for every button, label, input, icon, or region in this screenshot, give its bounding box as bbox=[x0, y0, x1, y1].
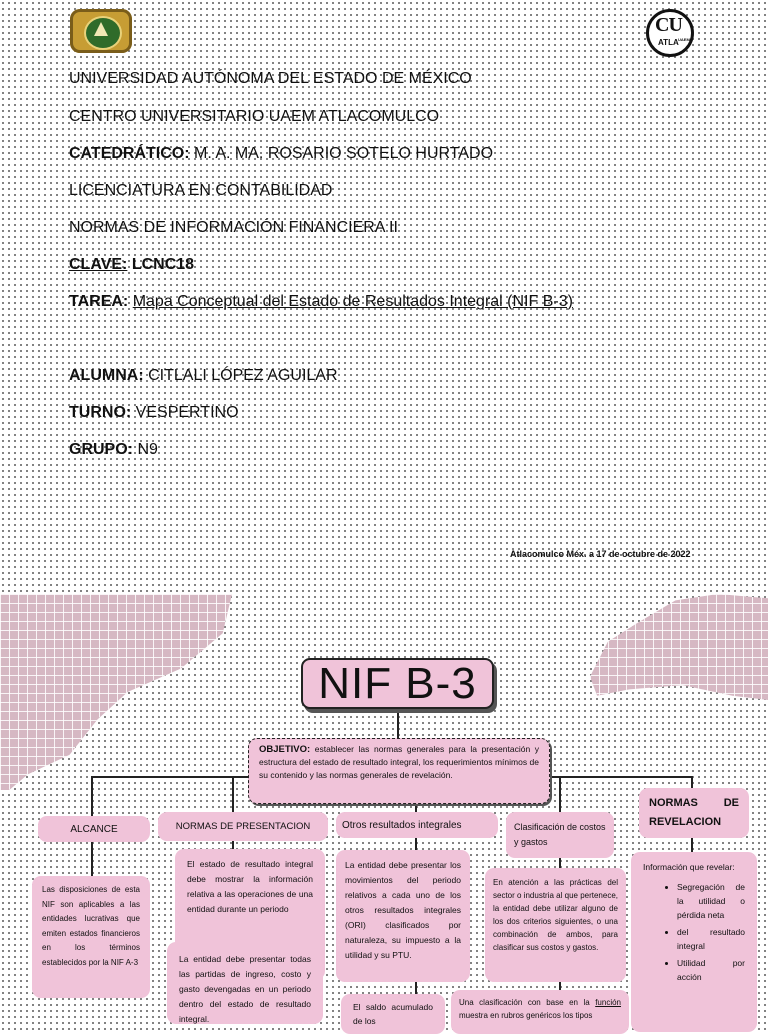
group-value: N9 bbox=[137, 441, 158, 458]
objective-label: OBJETIVO: bbox=[259, 744, 311, 755]
revelacion-list bbox=[643, 880, 745, 984]
connector-revelacion-text bbox=[691, 838, 693, 852]
university-name: UNIVERSIDAD AUTÓNOMA DEL ESTADO DE MÉXICO bbox=[69, 70, 472, 87]
logo-mark-icon bbox=[94, 22, 108, 36]
clasificacion-text-2b: función bbox=[595, 998, 621, 1007]
ori-text-1: La entidad debe presentar los movimientos del periodo relativos a cada uno de los otros resultados integrales (ORI) clasificados por naturaleza, su impuesto a la utilidad y su PTU. bbox=[345, 860, 461, 960]
connector-alcance bbox=[91, 776, 93, 818]
decorative-grid-blob-right bbox=[590, 594, 768, 700]
clasificacion-node bbox=[506, 812, 614, 858]
objective-text: establecer las normas generales para la presentación y estructura del estado de resultado integral, los requerimientos mínimos de su contenido y las normas generales de revelación. bbox=[259, 744, 539, 780]
list-item: • del resultado integral bbox=[677, 925, 745, 953]
logo-subtext: ATLA bbox=[658, 38, 679, 47]
clasificacion-text-box-2 bbox=[451, 990, 629, 1034]
connector-clasificacion bbox=[559, 776, 561, 814]
key-line bbox=[69, 256, 194, 274]
professor-name: M. A. MA. ROSARIO SOTELO HURTADO bbox=[194, 145, 494, 162]
group-line bbox=[69, 441, 158, 459]
professor-label: CATEDRÁTICO: bbox=[69, 145, 190, 162]
connector-alcance-text bbox=[91, 840, 93, 876]
presentacion-text-box-2 bbox=[167, 942, 323, 1024]
clasificacion-text-2c: muestra en rubros genéricos los tipos bbox=[459, 1011, 593, 1020]
decorative-grid-blob-left bbox=[0, 594, 232, 790]
shift-label: TURNO: bbox=[69, 404, 132, 421]
revelacion-label: NORMAS DE REVELACION bbox=[649, 797, 739, 828]
shift-line bbox=[69, 404, 239, 422]
student-label: ALUMNA: bbox=[69, 367, 144, 384]
student-line bbox=[69, 367, 338, 385]
alcance-text-box bbox=[32, 876, 150, 998]
ori-text-2: El saldo acumulado de los bbox=[353, 1002, 433, 1026]
revelacion-intro: Información que revelar: bbox=[643, 862, 735, 872]
ori-text-box-1 bbox=[336, 850, 470, 982]
cu-atla-logo bbox=[646, 9, 694, 57]
center-name: CENTRO UNIVERSITARIO UAEM ATLACOMULCO bbox=[69, 108, 440, 125]
professor-line bbox=[69, 145, 493, 163]
ori-text-box-2 bbox=[341, 994, 445, 1034]
ori-node bbox=[336, 812, 498, 838]
objective-box bbox=[248, 738, 550, 804]
subject-name: NORMAS DE INFORMACIÓN FINANCIERA II bbox=[69, 219, 398, 236]
revelacion-node bbox=[639, 788, 749, 838]
alcance-label: ALCANCE bbox=[70, 823, 118, 835]
presentacion-node bbox=[158, 812, 328, 841]
task-label: TAREA: bbox=[69, 293, 129, 310]
group-label: GRUPO: bbox=[69, 441, 133, 458]
shift-value: VESPERTINO bbox=[135, 404, 239, 421]
key-label: CLAVE: bbox=[69, 256, 128, 273]
presentacion-label: NORMAS DE PRESENTACION bbox=[175, 821, 311, 832]
revelacion-text-box bbox=[631, 852, 757, 1032]
degree-name: LICENCIATURA EN CONTABILIDAD bbox=[69, 182, 333, 199]
student-name: CITLALI LÓPEZ AGUILAR bbox=[148, 367, 338, 384]
connector-presentacion bbox=[232, 776, 234, 814]
connector-horizontal-left bbox=[91, 776, 249, 778]
clasificacion-text-box-1 bbox=[485, 868, 626, 982]
task-value: Mapa Conceptual del Estado de Resultados Integral (NIF B-3) bbox=[132, 293, 573, 310]
alcance-node bbox=[38, 816, 150, 842]
clasificacion-text-2a: Una clasificación con base en la bbox=[459, 998, 596, 1007]
clasificacion-label: Clasificación de costos y gastos bbox=[514, 822, 606, 847]
concept-map-title bbox=[301, 658, 494, 709]
connector-horizontal-right bbox=[549, 776, 692, 778]
ori-label: Otros resultados integrales bbox=[342, 819, 462, 831]
list-item: • Utilidad por acción bbox=[677, 956, 745, 984]
logo-tiny-text: UAEM bbox=[678, 37, 690, 42]
concept-map-title-text: NIF B-3 bbox=[318, 658, 477, 708]
clasificacion-text-1: En atención a las prácticas del sector o industria al que pertenece, la entidad debe utilizar alguno de los dos criterios siguientes, o una combinación de ambos, para clasificar sus costos y gastos. bbox=[493, 878, 618, 952]
uaem-logo bbox=[70, 9, 132, 53]
task-line bbox=[69, 293, 573, 311]
presentacion-text-1: El estado de resultado integral debe mostrar la información relativa a las operaciones de una entidad durante un periodo bbox=[187, 859, 313, 914]
connector-clasificacion-text bbox=[559, 858, 561, 868]
presentacion-text-2: La entidad debe presentar todas las partidas de ingreso, costo y gasto devengadas en un periodo dentro del estado de resultado integral. bbox=[179, 954, 311, 1024]
list-item: • Segregación de la utilidad o pérdida neta bbox=[677, 880, 745, 922]
alcance-text: Las disposiciones de esta NIF son aplicables a las entidades lucrativas que emiten estados financieros en los términos establecidos por la NIF A-3 bbox=[42, 885, 140, 967]
connector-ori-text2 bbox=[415, 982, 417, 994]
logo-text: CU bbox=[655, 14, 682, 36]
key-value: LCNC18 bbox=[131, 256, 195, 273]
date-line: Atlacomulco Méx. a 17 de octubre de 2022 bbox=[510, 549, 691, 559]
connector-title-objective bbox=[397, 709, 399, 739]
